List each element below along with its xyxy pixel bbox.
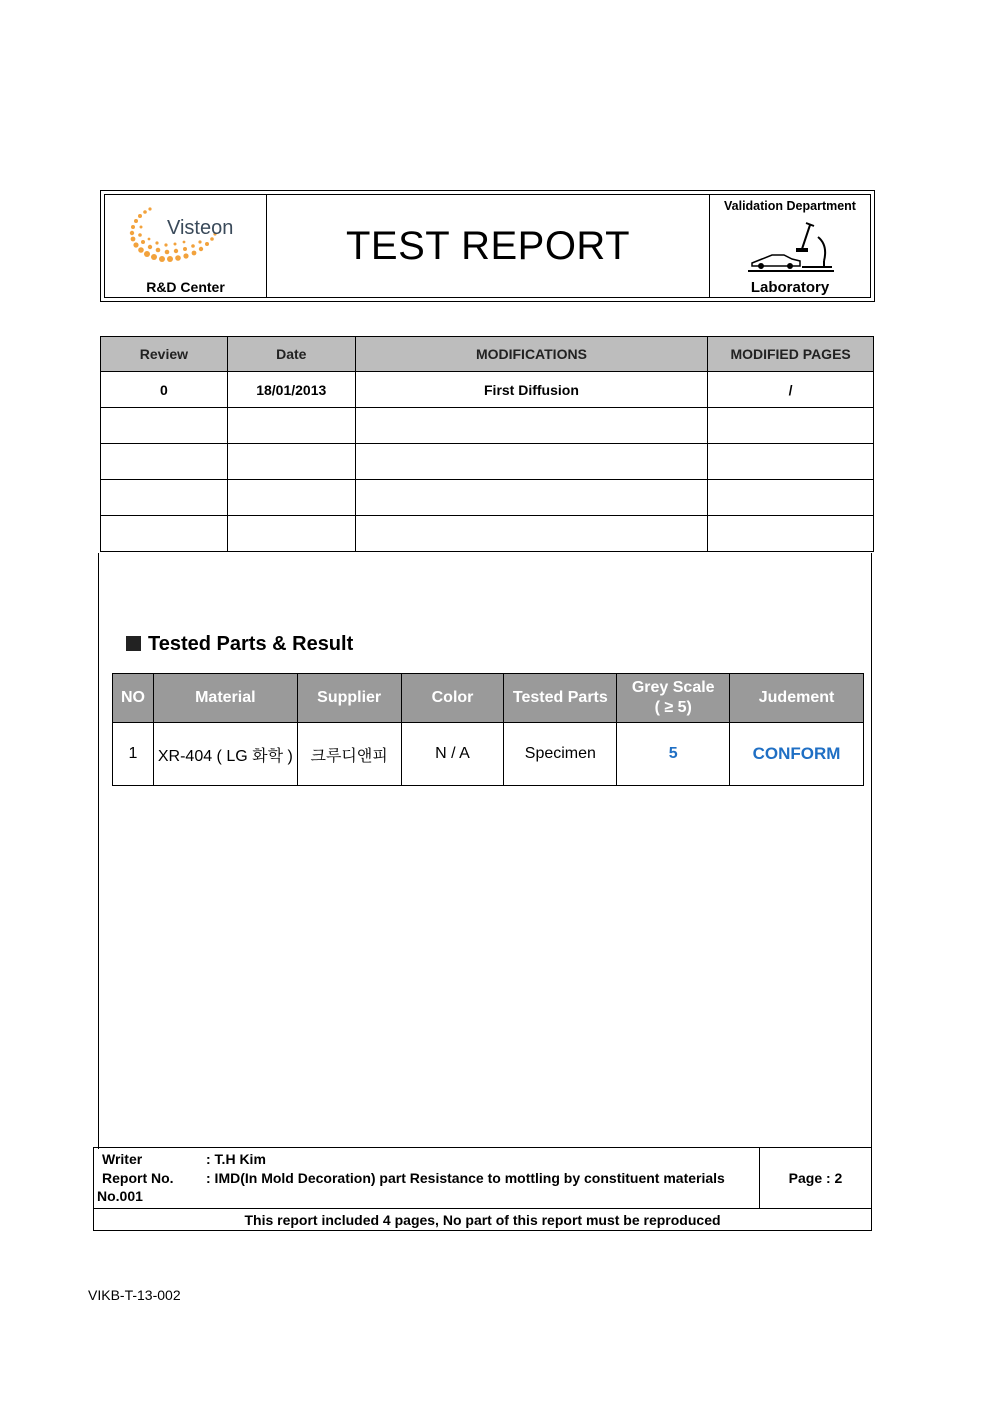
no-cell: 1 <box>113 723 154 786</box>
footer-info <box>94 1148 760 1208</box>
laboratory-label: Laboratory <box>750 279 830 296</box>
page-indicator: Page : 2 <box>788 1170 843 1186</box>
grey-scale-column-header <box>617 674 730 723</box>
no-column-header: NO <box>113 674 154 723</box>
footer-notice: This report included 4 pages, No part of this report must be reproduced <box>94 1208 871 1230</box>
modifications-cell <box>355 444 707 480</box>
table-row <box>101 516 874 552</box>
date-cell <box>227 480 355 516</box>
review-cell <box>101 408 228 444</box>
date-column-header: Date <box>227 337 355 372</box>
rd-center-label: R&D Center <box>146 279 225 295</box>
color-cell: N / A <box>401 723 504 786</box>
review-table-header-row <box>101 337 874 372</box>
modified-pages-cell <box>708 408 874 444</box>
grey-scale-header-line2: ( ≥ 5) <box>654 699 692 716</box>
table-row <box>113 723 864 786</box>
review-cell: 0 <box>101 372 228 408</box>
date-cell <box>227 444 355 480</box>
table-row <box>101 372 874 408</box>
color-column-header: Color <box>401 674 504 723</box>
modifications-cell <box>355 516 707 552</box>
judgement-column-header: Judement <box>730 674 864 723</box>
material-column-header: Material <box>153 674 297 723</box>
table-row <box>101 408 874 444</box>
review-cell <box>101 480 228 516</box>
writer-label: Writer <box>102 1151 143 1167</box>
writer-value: : T.H Kim <box>206 1151 266 1167</box>
supplier-column-header: Supplier <box>297 674 401 723</box>
logo-wordmark: Visteon <box>167 217 234 239</box>
report-footer <box>93 1147 872 1231</box>
review-column-header: Review <box>101 337 228 372</box>
report-number: No.001 <box>97 1188 143 1204</box>
result-table-header-row <box>113 674 864 723</box>
modified-pages-cell <box>708 480 874 516</box>
modified-pages-cell <box>708 516 874 552</box>
date-cell: 18/01/2013 <box>227 372 355 408</box>
result-table <box>112 673 864 786</box>
judgement-cell: CONFORM <box>730 723 864 786</box>
date-cell <box>227 516 355 552</box>
document-code: VIKB-T-13-002 <box>88 1287 181 1303</box>
report-header <box>100 190 875 302</box>
date-cell <box>227 408 355 444</box>
logo-cell <box>105 195 267 297</box>
supplier-cell: 크루디앤피 <box>297 723 401 786</box>
review-cell <box>101 516 228 552</box>
report-label: Report No. <box>102 1170 174 1186</box>
square-bullet-icon <box>126 636 141 651</box>
modified-pages-cell: / <box>708 372 874 408</box>
title-cell <box>267 195 710 297</box>
modified-pages-column-header: MODIFIED PAGES <box>708 337 874 372</box>
grey-scale-header-line1: Grey Scale <box>631 679 715 696</box>
tested-parts-cell: Specimen <box>504 723 617 786</box>
section-title <box>126 633 353 656</box>
tested-parts-column-header: Tested Parts <box>504 674 617 723</box>
modifications-cell: First Diffusion <box>355 372 707 408</box>
table-row <box>101 444 874 480</box>
grey-scale-cell: 5 <box>617 723 730 786</box>
page-title: TEST REPORT <box>345 223 631 268</box>
modifications-cell <box>355 408 707 444</box>
validation-department-label: Validation Department <box>724 199 856 213</box>
table-row <box>101 480 874 516</box>
modifications-cell <box>355 480 707 516</box>
modified-pages-cell <box>708 444 874 480</box>
lab-cell <box>710 195 870 297</box>
microscope-car-icon <box>748 215 838 277</box>
report-value: : IMD(In Mold Decoration) part Resistance to mottling by constituent materials <box>206 1170 725 1186</box>
review-table <box>100 336 874 552</box>
material-cell: XR-404 ( LG 화학 ) <box>153 723 297 786</box>
section-title-text: Tested Parts & Result <box>148 633 354 655</box>
review-cell <box>101 444 228 480</box>
modifications-column-header: MODIFICATIONS <box>355 337 707 372</box>
